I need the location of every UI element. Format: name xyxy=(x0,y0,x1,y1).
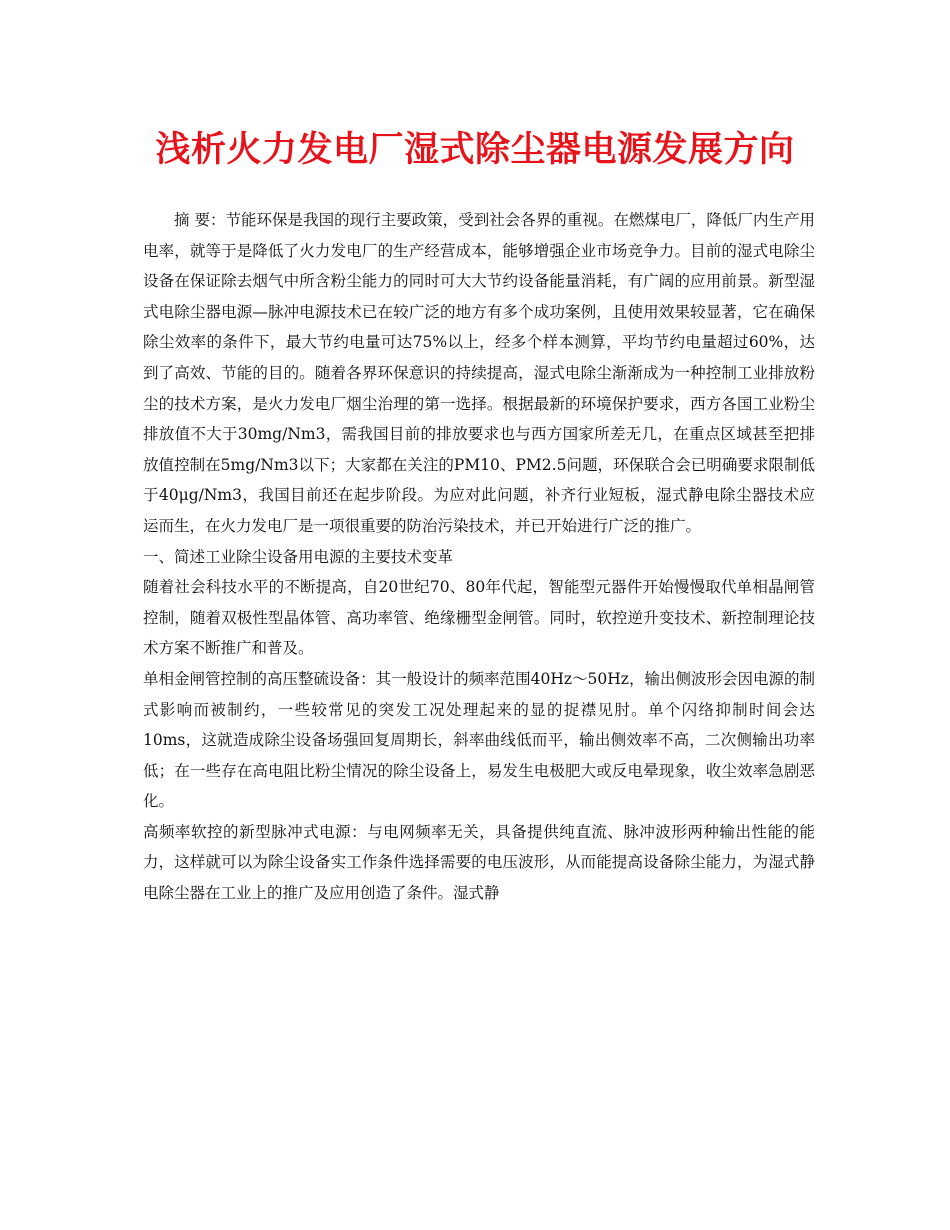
body-paragraph: 高频率软控的新型脉冲式电源：与电网频率无关，具备提供纯直流、脉冲波形两种输出性能的能力，这样就可以为除尘设备实工作条件选择需要的电压波形，从而能提高设备除尘能力，为湿式静电除尘器在工业上的推广及应用创造了条件。湿式静 xyxy=(143,822,815,903)
body-paragraph: 单相金闸管控制的高压整硫设备：其一般设计的频率范围40Hz～50Hz，输出侧波形会因电源的制式影响而被制约，一些较常见的突发工况处理起来的显的捉襟见肘。单个闪络抑制时间会达10ms，这就造成除尘设备场强回复周期长，斜率曲线低而平，输出侧效率不高，二次侧输出功率低；在一些存在高电阻比粉尘情况的除尘设备上，易发生电极肥大或反电晕现象，收尘效率急剧恶化。 xyxy=(143,669,815,811)
abstract-paragraph: 摘 要：节能环保是我国的现行主要政策，受到社会各界的重视。在燃煤电厂，降低厂内生产用电率，就等于是降低了火力发电厂的生产经营成本，能够增强企业市场竞争力。目前的湿式电除尘设备在保证除去烟气中所含粉尘能力的同时可大大节约设备能量消耗，有广阔的应用前景。新型湿式电除尘器电源—脉冲电源技术已在较广泛的地方有多个成功案例，且使用效果较显著，它在确保除尘效率的条件下，最大节约电量可达75%以上，经多个样本测算，平均节约电量超过60%，达到了高效、节能的目的。随着各界环保意识的持续提高，湿式电除尘渐渐成为一种控制工业排放粉尘的技术方案，是火力发电厂烟尘治理的第一选择。根据最新的环境保护要求，西方各国工业粉尘排放值不大于30mg/Nm3，需我国目前的排放要求也与西方国家所差无几，在重点区域甚至把排放值控制在5mg/Nm3以下；大家都在关注的PM10、PM2.5问题，环保联合会已明确要求限制低于40μg/Nm3，我国目前还在起步阶段。为应对此问题，补齐行业短板，湿式静电除尘器技术应运而生，在火力发电厂是一项很重要的防治污染技术，并已开始进行广泛的推广。 xyxy=(143,211,815,535)
body-paragraph: 随着社会科技水平的不断提高，自20世纪70、80年代起，智能型元器件开始慢慢取代单相晶闸管控制，随着双极性型晶体管、高功率管、绝缘栅型金闸管。同时，软控逆升变技术、新控制理论技术方案不断推广和普及。 xyxy=(143,578,815,658)
document-body xyxy=(143,205,815,909)
document-title: 浅析火力发电厂湿式除尘器电源发展方向 xyxy=(155,129,795,170)
section-heading: 一、简述工业除尘设备用电源的主要技术变革 xyxy=(143,547,454,566)
